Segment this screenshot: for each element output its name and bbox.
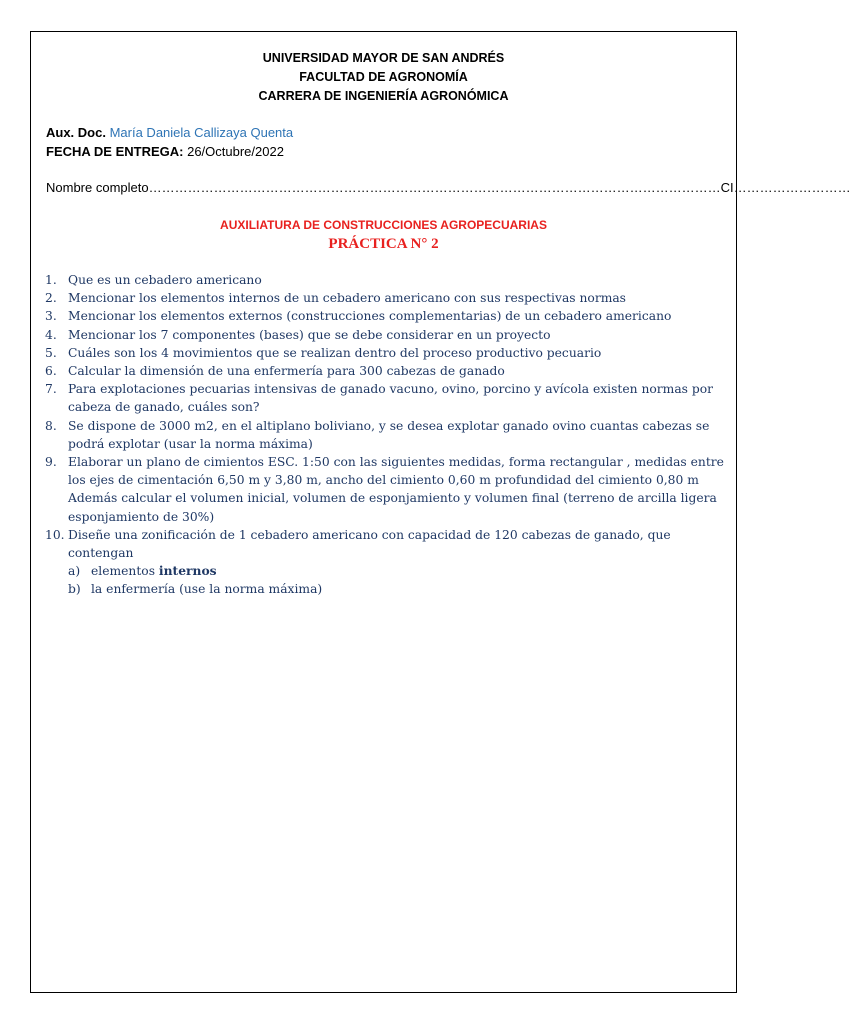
document-page xyxy=(30,31,851,993)
question-text: Mencionar los elementos externos (construcciones complementarias) de un cebadero americano xyxy=(68,309,672,324)
question-item xyxy=(45,526,725,599)
sub-item-text: la enfermería (use la norma máxima) xyxy=(91,582,323,597)
sub-item xyxy=(68,562,725,580)
question-item xyxy=(45,453,725,526)
university-name: UNIVERSIDAD MAYOR DE SAN ANDRÉS xyxy=(262,51,505,65)
aux-label: Aux. Doc. xyxy=(46,125,106,140)
question-number: 3. xyxy=(45,309,57,324)
sub-item-text: elementos xyxy=(91,564,159,579)
question-number: 9. xyxy=(45,455,57,470)
document-meta xyxy=(46,123,293,161)
question-text: Elaborar un plano de cimientos ESC. 1:50 con las siguientes medidas, forma rectangular , medidas entre los ejes de cimentación 6,50 m y 3,80 m, ancho del cimiento 0,60 m profundidad del cimiento 0,80 m xyxy=(68,455,724,488)
question-item xyxy=(45,362,725,380)
question-number: 8. xyxy=(45,418,57,433)
question-text: Calcular la dimensión de una enfermería para 300 cabezas de ganado xyxy=(68,364,505,379)
question-number: 6. xyxy=(45,364,57,379)
question-item xyxy=(45,307,725,325)
sub-item xyxy=(68,580,725,598)
question-item xyxy=(45,344,725,362)
career-name: CARRERA DE INGENIERÍA AGRONÓMICA xyxy=(258,89,509,103)
question-number: 7. xyxy=(45,382,57,397)
course-title: AUXILIATURA DE CONSTRUCCIONES AGROPECUARIAS xyxy=(220,218,547,232)
aux-line xyxy=(46,123,293,142)
question-text: Diseñe una zonificación de 1 cebadero americano con capacidad de 120 cabezas de ganado, que contengan xyxy=(68,527,671,561)
date-line xyxy=(46,142,293,161)
aux-name: María Daniela Callizaya Quenta xyxy=(109,125,294,140)
question-number: 1. xyxy=(45,273,57,287)
question-text: Que es un cebadero americano xyxy=(68,273,262,287)
question-text: Cuáles son los 4 movimientos que se realizan dentro del proceso productivo pecuario xyxy=(68,345,602,360)
question-item xyxy=(45,326,725,344)
question-number: 2. xyxy=(45,291,57,306)
sub-item-label: b) xyxy=(68,582,81,597)
question-text: Mencionar los elementos internos de un cebadero americano con sus respectivas normas xyxy=(68,291,626,306)
question-item xyxy=(45,417,725,453)
sub-item-bold-text: internos xyxy=(158,563,217,579)
practice-title: PRÁCTICA N° 2 xyxy=(328,236,439,252)
question-extra-text: Además calcular el volumen inicial, volumen de esponjamiento y volumen final (terreno de arcilla ligera esponjamiento de 30%) xyxy=(68,491,717,524)
sub-item-label: a) xyxy=(68,564,81,579)
question-text: Para explotaciones pecuarias intensivas de ganado vacuno, ovino, porcino y avícola existen normas por cabeza de ganado, cuáles son? xyxy=(68,382,714,415)
question-number: 5. xyxy=(45,345,57,360)
question-number: 10. xyxy=(45,527,65,542)
date-label: FECHA DE ENTREGA: xyxy=(46,144,184,159)
question-item xyxy=(45,380,725,416)
question-item xyxy=(45,289,725,307)
faculty-name: FACULTAD DE AGRONOMÍA xyxy=(299,70,468,84)
question-number: 4. xyxy=(45,327,57,342)
date-value: 26/Octubre/2022 xyxy=(187,144,284,159)
question-list xyxy=(45,271,725,599)
question-text: Mencionar los 7 componentes (bases) que se debe considerar en un proyecto xyxy=(68,327,551,342)
name-field-line: Nombre completo……………………………………………………………………………………………………………………CI……………………… xyxy=(46,180,851,195)
question-text: Se dispone de 3000 m2, en el altiplano boliviano, y se desea explotar ganado ovino cuantas cabezas se podrá explotar (usar la norma máxima) xyxy=(68,418,710,451)
document-header xyxy=(31,49,736,106)
question-item xyxy=(45,271,725,289)
sub-item-list xyxy=(68,562,725,598)
